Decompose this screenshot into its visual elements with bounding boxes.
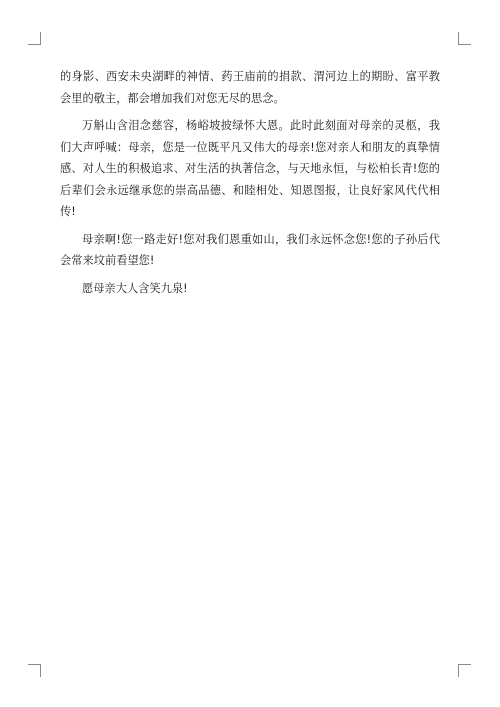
crop-mark-top-left — [28, 32, 41, 45]
paragraph-closing: 愿母亲大人含笑九泉! — [82, 281, 188, 295]
crop-mark-bottom-left — [28, 664, 41, 677]
document-body — [60, 66, 440, 305]
crop-mark-bottom-right — [458, 664, 471, 677]
crop-mark-top-right — [458, 32, 471, 45]
paragraph-tribute: 万斛山含泪念慈容，杨峪坡披绿怀大恩。此时此刻面对母亲的灵柩，我们大声呼喊：母亲，您是一位既平凡又伟大的母亲!您对亲人和朋友的真挚情感、对人生的积极追求、对生活的执著信念，与天地永恒，与松柏长青!您的后辈们会永远继承您的崇高品德、和睦相处、知恩图报，让良好家风代代相传! — [60, 119, 440, 218]
paragraph-continuation: 的身影、西安未央湖畔的神情、药王庙前的捐款、渭河边上的期盼、富平教会里的敬主，都会增加我们对您无尽的思念。 — [60, 70, 440, 105]
paragraph-farewell: 母亲啊!您一路走好!您对我们恩重如山，我们永远怀念您!您的子孙后代会常来坟前看望您! — [60, 232, 440, 267]
